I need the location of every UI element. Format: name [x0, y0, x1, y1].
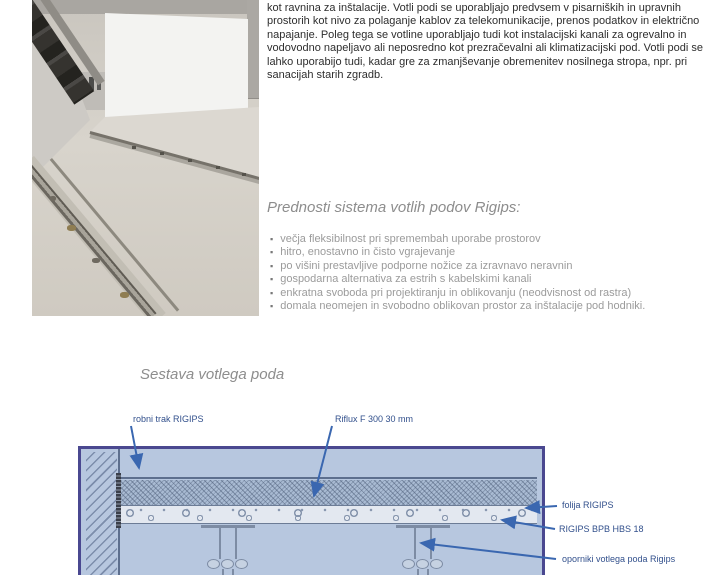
support-nut	[402, 559, 415, 569]
list-item-text: večja fleksibilnost pri spremembah uporabe prostorov	[280, 233, 541, 245]
hollow-floor-installation-photo	[32, 0, 259, 316]
list-item-text: domala neomejen in svobodno oblikovan prostor za inštalacije pod hodniki.	[280, 300, 646, 313]
list-item	[267, 260, 662, 273]
label-folija: folija RIGIPS	[562, 500, 614, 510]
support-lower-leg	[427, 569, 429, 575]
hollow-floor-cross-section-diagram	[78, 446, 545, 575]
photo-debris-shape	[50, 196, 56, 201]
support-leg	[219, 528, 221, 559]
bullet-square-icon: ▪	[270, 260, 274, 271]
support-nut	[430, 559, 443, 569]
photo-support-foot-dot	[160, 152, 164, 155]
bullet-square-icon: ▪	[270, 247, 274, 258]
list-item	[267, 233, 662, 246]
diagram-edge-strip	[116, 473, 121, 528]
photo-trench-rail-shape	[50, 158, 180, 312]
label-oporniki: oporniki votlega poda Rigips	[562, 554, 676, 564]
diagram-floor-support	[197, 525, 259, 575]
photo-support-foot-dot	[132, 146, 136, 149]
bullet-square-icon: ▪	[270, 234, 274, 244]
diagram-floor-support	[392, 525, 454, 575]
photo-debris-shape	[92, 258, 100, 263]
advantages-heading: Prednosti sistema votlih podov Rigips:	[267, 199, 521, 216]
photo-ceiling-right-shape	[247, 0, 259, 99]
support-leg	[430, 528, 432, 559]
list-item	[267, 287, 662, 300]
diagram-floor-surface-line	[120, 477, 537, 479]
photo-trench-shape	[32, 156, 166, 316]
label-bpb-hbs: RIGIPS BPB HBS 18	[559, 524, 644, 534]
list-item	[267, 273, 662, 286]
list-item-text: enkratna svoboda pri projektiranju in oblikovanju (neodvisnost od rastra)	[280, 286, 632, 299]
diagram-riflux-screed-layer	[121, 480, 537, 505]
label-robni-trak: robni trak RIGIPS	[133, 414, 204, 424]
support-leg	[414, 528, 416, 559]
list-item	[267, 300, 662, 313]
support-nut	[235, 559, 248, 569]
support-nut	[207, 559, 220, 569]
bullet-square-icon: ▪	[270, 287, 274, 298]
photo-debris-shape	[120, 292, 129, 298]
bullet-square-icon: ▪	[270, 301, 274, 312]
photo-debris-shape	[67, 225, 76, 231]
advantages-list	[267, 233, 662, 313]
list-item-text: hitro, enostavno in čisto vgrajevanje	[280, 246, 456, 259]
bullet-square-icon: ▪	[270, 274, 274, 285]
support-nut	[416, 559, 429, 569]
composition-heading: Sestava votlega poda	[140, 366, 285, 383]
support-lower-leg	[232, 569, 234, 575]
list-item	[267, 246, 662, 259]
diagram-chipboard-layer	[121, 505, 537, 524]
support-lower-leg	[417, 569, 419, 575]
photo-ceiling-shape	[32, 0, 259, 14]
support-nut	[221, 559, 234, 569]
support-leg	[235, 528, 237, 559]
diagram-wall-hatching	[86, 452, 117, 575]
photo-support-foot-dot	[242, 173, 246, 176]
list-item-text: gospodarna alternativa za estrih s kabelskimi kanali	[280, 273, 532, 286]
support-head-plate	[396, 525, 450, 528]
label-riflux: Riflux F 300 30 mm	[335, 414, 414, 424]
support-lower-leg	[222, 569, 224, 575]
list-item-text: po višini prestavljive podporne nožice za izravnavo neravnin	[280, 259, 573, 272]
support-head-plate	[201, 525, 255, 528]
intro-paragraph: kot ravnina za inštalacije. Votli podi se uporabljajo predvsem v pisarniških in upravnih prostorih kot nivo za polaganje kablov za telekomunikacije, prenos podatkov in električno napajanje. Poleg tega se votline uporabljajo tudi kot instalacijski kanali za ogrevalno in vodovodno napeljavo ali neposredno kot prezračevalni ali klimatizacijski pod. Votli podi se lahko uporabijo tudi, kadar gre za zmanjševanje obremenitev nosilnega stropa, npr. pri sanacijah starih zgradb.	[267, 2, 703, 82]
photo-support-foot-dot	[188, 159, 192, 162]
photo-support-foot-dot	[216, 166, 220, 169]
